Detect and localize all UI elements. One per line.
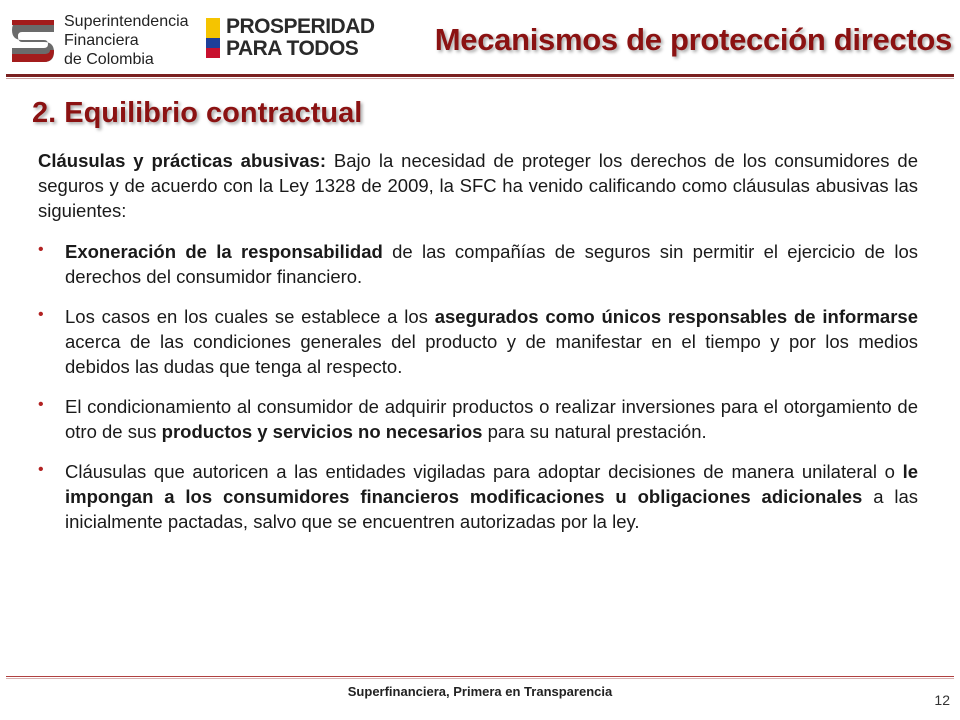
bullet-text: de las compañías de seguros sin permitir el ejercicio de los derechos del consumidor financiero.: [65, 241, 918, 287]
prosperidad-line: PARA TODOS: [226, 37, 359, 60]
prosperidad-logo: [202, 14, 377, 66]
footer-divider-thin: [6, 678, 954, 679]
bullet-text: Los casos en los cuales se establece a los: [65, 306, 435, 327]
intro-paragraph: [38, 148, 918, 223]
header-divider-thin: [6, 78, 954, 79]
sfc-logo-text: [64, 12, 189, 69]
sfc-logo-icon: [8, 14, 58, 68]
bullet-bold: asegurados como únicos responsables de informarse: [434, 306, 918, 327]
colombia-flag-icon: [202, 16, 224, 60]
bullet-text: El condicionamiento al consumidor de adquirir productos o realizar inversiones para el otorgamiento de otro de sus: [65, 396, 918, 442]
bullet-bold: le impongan a los consumidores financieros modificaciones u obligaciones adicionales: [65, 461, 918, 507]
list-item: [38, 394, 918, 444]
slide-content: [38, 148, 918, 549]
list-item: [38, 304, 918, 379]
bullet-text: acerca de las condiciones generales del producto y de manifestar en el tiempo y por los medios debidos las dudas que tenga al respecto.: [65, 331, 918, 377]
bullet-text: a las inicialmente pactadas, salvo que se encuentren autorizadas por la ley.: [65, 486, 919, 532]
header-divider: [6, 74, 954, 77]
sfc-logo-line: Superintendencia: [64, 13, 189, 30]
prosperidad-line: PROSPERIDAD: [226, 15, 375, 38]
bullet-bold: productos y servicios no necesarios: [161, 421, 483, 442]
bullet-icon: •: [38, 306, 44, 323]
bullet-text: Cláusulas que autoricen a las entidades vigiladas para adoptar decisiones de manera unilateral o: [65, 461, 903, 482]
bullet-list: [38, 239, 918, 534]
page-title: Mecanismos de protección directos: [434, 22, 952, 57]
footer-divider: [6, 676, 954, 677]
sfc-logo: [8, 10, 193, 72]
intro-text: Bajo la necesidad de proteger los derechos de los consumidores de seguros y de acuerdo con la Ley 1328 de 2009, la SFC ha venido calificando como cláusulas abusivas las siguientes:: [38, 150, 918, 221]
footer-slogan: Superfinanciera, Primera en Transparencia: [347, 684, 613, 699]
sfc-logo-line: de Colombia: [64, 51, 154, 68]
page-number: 12: [934, 692, 950, 708]
intro-bold: Cláusulas y prácticas abusivas:: [38, 150, 327, 171]
bullet-icon: •: [38, 461, 44, 478]
section-title: 2. Equilibrio contractual: [32, 97, 363, 129]
list-item: [38, 239, 918, 289]
bullet-icon: •: [38, 396, 44, 413]
list-item: [38, 459, 918, 534]
bullet-icon: •: [38, 241, 44, 258]
bullet-text: para su natural prestación.: [482, 421, 707, 442]
prosperidad-logo-text: [226, 16, 375, 60]
bullet-bold: Exoneración de la responsabilidad: [65, 241, 383, 262]
sfc-logo-line: Financiera: [64, 32, 139, 49]
